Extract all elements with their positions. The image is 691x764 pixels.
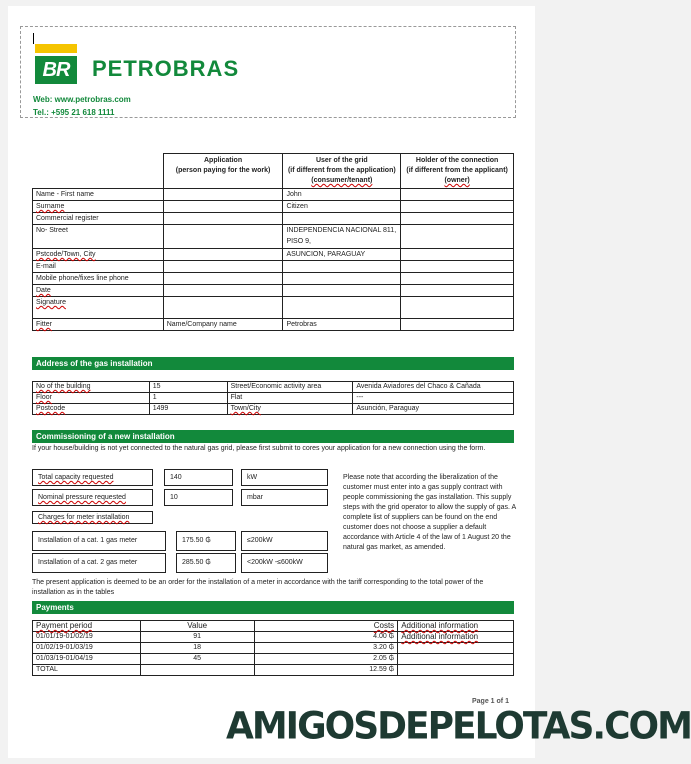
user-cell[interactable]: Citizen — [283, 201, 401, 213]
section-header-payments: Payments — [32, 601, 514, 614]
value-cell: 91 — [140, 632, 254, 643]
address-value[interactable]: 15 — [149, 382, 227, 393]
table-row — [33, 297, 514, 319]
user-cell[interactable] — [283, 297, 401, 319]
column-subtitle: (person paying for the work) — [175, 167, 271, 174]
meter1-label: Installation of a cat. 1 gas meter — [32, 531, 166, 551]
capacity-value-field[interactable]: 140 — [164, 469, 233, 486]
row-label: E-mail — [33, 261, 164, 273]
cost-cell: 3.20 ₲ — [254, 643, 398, 654]
holder-cell[interactable] — [401, 273, 514, 285]
address-label: Floor — [33, 393, 150, 404]
pressure-value-field[interactable]: 10 — [164, 489, 233, 506]
table-row — [33, 273, 514, 285]
address-value[interactable]: Avenida Aviadores del Chaco & Cañada — [353, 382, 514, 393]
section-header-commissioning: Commissioning of a new installation — [32, 430, 514, 443]
text-cursor — [33, 33, 34, 44]
meter1-range: ≤200kW — [241, 531, 328, 551]
table-row — [33, 261, 514, 273]
table-row — [33, 319, 514, 331]
user-cell[interactable] — [283, 285, 401, 297]
section-header-address: Address of the gas installation — [32, 357, 514, 370]
cost-cell: 4.00 ₲ — [254, 632, 398, 643]
row-label: Signature — [33, 297, 164, 319]
column-title: Application — [204, 157, 243, 164]
row-label: Pstcode/Town, City — [33, 249, 164, 261]
column-header-holder — [401, 154, 514, 189]
user-cell[interactable]: ASUNCION, PARAGUAY — [283, 249, 401, 261]
holder-cell[interactable] — [401, 261, 514, 273]
table-row — [33, 213, 514, 225]
meter2-price: 285.50 ₲ — [176, 553, 236, 573]
info-cell: Additional information — [398, 632, 514, 643]
payments-table — [32, 620, 514, 676]
table-row — [33, 643, 514, 654]
applicant-cell[interactable] — [163, 189, 283, 201]
commissioning-intro: If your house/building is not yet connected to the natural gas grid, please first submit to cores your application for a new connection using the form. — [32, 445, 486, 452]
address-value[interactable]: Asunción, Paraguay — [353, 404, 514, 415]
table-row — [33, 225, 514, 249]
page-number: Page 1 of 1 — [472, 698, 509, 705]
order-note: The present application is deemed to be an order for the installation of a meter in accordance with the tariff corresponding to the total power of the installation as in the tables — [32, 579, 484, 596]
capacity-label: Total capacity requested — [32, 469, 153, 486]
meter2-range: <200kW -≤600kW — [241, 553, 328, 573]
application-table — [32, 153, 514, 331]
column-subtitle-2: (consumer/tenant) — [311, 177, 373, 184]
user-cell[interactable] — [283, 273, 401, 285]
website-text: Web: www.petrobras.com — [33, 95, 131, 104]
petrobras-logo — [35, 44, 77, 84]
address-label: Town/City — [227, 404, 353, 415]
total-cost: 12.59 ₲ — [254, 665, 398, 676]
table-row — [33, 201, 514, 213]
table-row — [33, 632, 514, 643]
table-row — [33, 404, 514, 415]
holder-cell[interactable] — [401, 201, 514, 213]
value-cell: 18 — [140, 643, 254, 654]
brand-name: PETROBRAS — [92, 56, 240, 81]
address-value[interactable]: 1 — [149, 393, 227, 404]
table-header-row — [33, 621, 514, 632]
cost-cell: 2.05 ₲ — [254, 654, 398, 665]
header-costs: Costs — [254, 621, 398, 632]
column-subtitle: (if different from the application) — [287, 167, 396, 174]
table-row — [33, 382, 514, 393]
address-value[interactable]: 1499 — [149, 404, 227, 415]
pressure-label: Nominal pressure requested — [32, 489, 153, 506]
row-label: Name - First name — [33, 189, 164, 201]
watermark-logo: AMIGOSDEPELOTAS.COM — [226, 704, 691, 749]
column-subtitle-2: (owner) — [444, 177, 470, 184]
table-corner — [33, 154, 164, 189]
row-label: Date — [33, 285, 164, 297]
applicant-cell[interactable] — [163, 201, 283, 213]
info-cell — [398, 643, 514, 654]
address-label: Street/Economic activity area — [227, 382, 353, 393]
table-row — [33, 249, 514, 261]
column-title: User of the grid — [315, 157, 368, 164]
table-row — [33, 285, 514, 297]
holder-cell[interactable] — [401, 285, 514, 297]
user-cell[interactable]: Petrobras — [283, 319, 401, 331]
applicant-cell[interactable] — [163, 297, 283, 319]
address-table — [32, 381, 514, 415]
total-info-cell — [398, 665, 514, 676]
info-cell — [398, 654, 514, 665]
address-label: Flat — [227, 393, 353, 404]
applicant-cell[interactable] — [163, 285, 283, 297]
holder-cell[interactable] — [401, 213, 514, 225]
meter1-price: 175.50 ₲ — [176, 531, 236, 551]
column-header-applicant — [163, 154, 283, 189]
total-row — [33, 665, 514, 676]
logo-initials: BR — [35, 56, 77, 84]
supplier-note: Please note that according the liberalization of the customer must enter into a gas supply contract with people commissioning the gas installation. This supply steps with the grid operator to allow the supply of gas. A complete list of suppliers can be found on the end customer does not choose a supplier a default accordance with Article 4 of the law of 1 August 20 the natural gas market, as amended. — [343, 474, 516, 551]
holder-cell[interactable] — [401, 249, 514, 261]
total-value-cell — [140, 665, 254, 676]
total-label: TOTAL — [33, 665, 141, 676]
row-label: Mobile phone/fixes line phone — [33, 273, 164, 285]
applicant-cell[interactable] — [163, 213, 283, 225]
row-label: Fitter — [33, 319, 164, 331]
row-label: No- Street — [33, 225, 164, 249]
meter2-label: Installation of a cat. 2 gas meter — [32, 553, 166, 573]
column-subtitle: (if different from the applicant) — [406, 167, 508, 174]
period-cell: 01/03/19-01/04/19 — [33, 654, 141, 665]
row-label: Surname — [33, 201, 164, 213]
holder-cell[interactable] — [401, 189, 514, 201]
address-label: No of the building — [33, 382, 150, 393]
holder-cell[interactable] — [401, 225, 514, 249]
user-cell[interactable]: John — [283, 189, 401, 201]
logo-yellow-bar — [35, 44, 77, 53]
applicant-cell[interactable] — [163, 261, 283, 273]
holder-cell[interactable] — [401, 297, 514, 319]
period-cell: 01/01/19-01/02/19 — [33, 632, 141, 643]
table-row — [33, 393, 514, 404]
capacity-unit: kW — [241, 469, 328, 486]
header-value: Value — [140, 621, 254, 632]
user-cell[interactable]: INDEPENDENCIA NACIONAL 811, PISO 9, — [283, 225, 401, 249]
applicant-cell[interactable]: Name/Company name — [163, 319, 283, 331]
header-info: Additional information — [398, 621, 514, 632]
user-cell[interactable] — [283, 261, 401, 273]
applicant-cell[interactable] — [163, 273, 283, 285]
address-value[interactable]: --- — [353, 393, 514, 404]
column-title: Holder of the connection — [415, 157, 499, 164]
header-period: Payment period — [33, 621, 141, 632]
table-row — [33, 654, 514, 665]
row-label: Commercial register — [33, 213, 164, 225]
applicant-cell[interactable] — [163, 225, 283, 249]
charges-label: Charges for meter installation — [32, 511, 153, 524]
pressure-unit: mbar — [241, 489, 328, 506]
table-row — [33, 189, 514, 201]
holder-cell[interactable] — [401, 319, 514, 331]
column-header-user — [283, 154, 401, 189]
value-cell: 45 — [140, 654, 254, 665]
telephone-text: Tel.: +595 21 618 1111 — [33, 108, 115, 117]
address-label: Postcode — [33, 404, 150, 415]
applicant-cell[interactable] — [163, 249, 283, 261]
user-cell[interactable] — [283, 213, 401, 225]
period-cell: 01/02/19-01/03/19 — [33, 643, 141, 654]
